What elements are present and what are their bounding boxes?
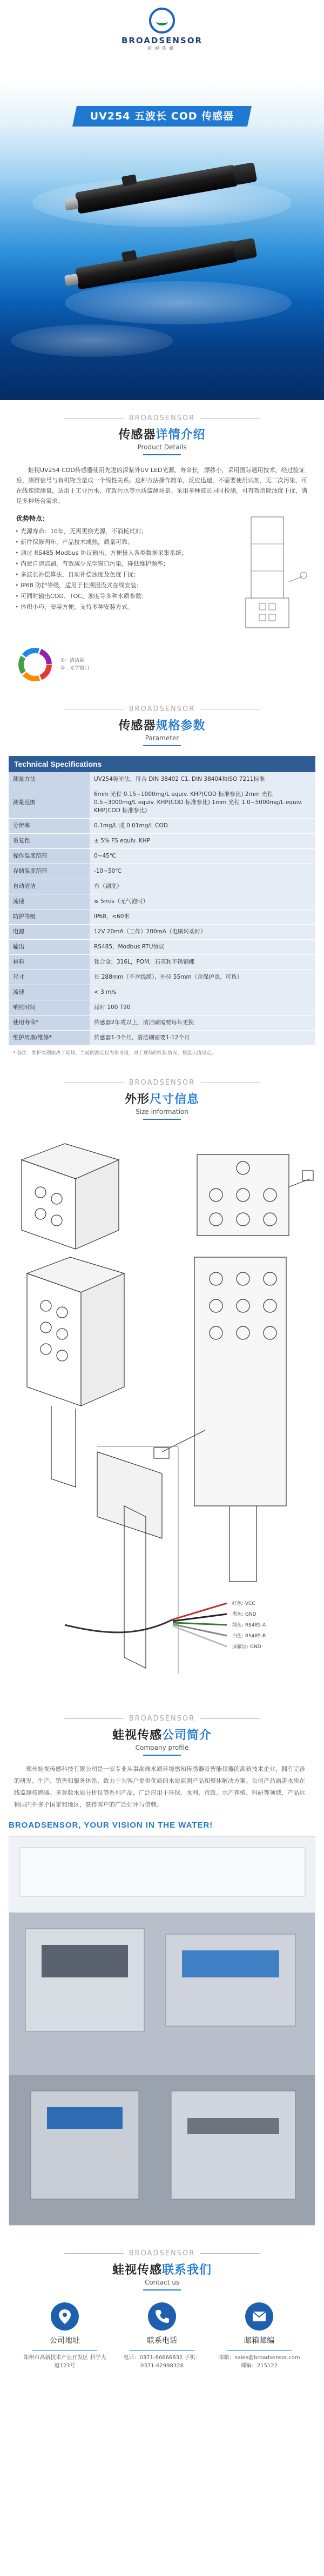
- phone-icon: [148, 2302, 176, 2331]
- spec-value: 传感器2年或以上，清洁刷需要每年更换: [90, 1015, 315, 1031]
- table-row: [9, 909, 315, 925]
- spec-key: 分辨率: [9, 819, 90, 834]
- table-row: [9, 970, 315, 985]
- probe-cap: [233, 238, 258, 261]
- section-header: [0, 1711, 324, 1756]
- parameters-section: [0, 683, 324, 1057]
- brand-logo[interactable]: [0, 8, 324, 51]
- spec-value: 6mm 光程 0.15~1000mg/L equiv. KHP(COD 标准参比) 2mm 光程 0.5~3000mg/L equiv. KHP(COD 标准参比) 1mm 光程 1.0~5000mg/L equiv. KHP(COD 标准参比): [90, 787, 315, 819]
- spec-key: 自动清洁: [9, 879, 90, 894]
- list-item: • 光源寿命：10年，无需更换光源，不消耗试剂；: [21, 526, 205, 537]
- water-splash: [11, 324, 173, 357]
- contact-label: 联系电话: [147, 2336, 177, 2345]
- spec-value: IP68，<60米: [90, 909, 315, 925]
- probe-cap: [233, 162, 258, 185]
- contact-value[interactable]: 电话：0371-86666832 手机：0371-62998328: [123, 2355, 201, 2369]
- product-title-bar: [72, 106, 252, 127]
- section-subtitle: Contact us: [144, 2279, 180, 2286]
- company-section: [0, 1711, 324, 2226]
- mail-icon: [245, 2302, 273, 2331]
- section-title: 外形尺寸信息: [124, 1093, 200, 1106]
- spec-value: 届时 100 T90: [90, 1000, 315, 1015]
- spec-value: 钛合金，316L，POM，石英和不锈钢螺: [90, 955, 315, 970]
- logo-text: BROADSENSOR: [121, 36, 203, 45]
- wire-label: 白色: RS485-B: [232, 1634, 266, 1639]
- spec-value: 12V 20mA（工作）200mA（电刷转动时）: [90, 925, 315, 940]
- section-title: 传感器详情介绍: [118, 428, 206, 442]
- logo-eye-icon: [149, 8, 175, 34]
- spec-value: -10~50℃: [90, 864, 315, 879]
- spec-table-wrap: [9, 756, 315, 1046]
- section-brand: BROADSENSOR: [129, 1079, 195, 1087]
- table-row: [9, 834, 315, 849]
- list-item: • 体积小巧，安装方便，支持多种安装方式。: [21, 602, 205, 613]
- spec-value: < 3 m/s: [90, 985, 315, 1000]
- table-row: [9, 894, 315, 909]
- product-details-section: [0, 400, 324, 683]
- section-header: [0, 2226, 324, 2290]
- table-row: [9, 864, 315, 879]
- section-title: 蛙视传感联系我们: [112, 2263, 212, 2277]
- contact-value[interactable]: 邮箱：sales@broadsensor.com 邮编：215122: [218, 2355, 300, 2369]
- company-description: 郑州蛙视传感科技有限公司是一家专业从事高端水质环境感知传感器及智能仪器的高新技术企业，拥有完善的研发、生产、销售和服务体系，致力于为客户提供优质的水质监测产品和整体解决方案。公司产品涵盖水质在线监测传感器、多参数水质分析仪等系列产品，广泛应用于环保、水利、市政、水产养殖、科研等领域，产品远销国内外多个国家和地区，获得客户的广泛好评与信赖。: [14, 1765, 305, 1808]
- table-row: [9, 819, 315, 834]
- spec-key: 存储温度范围: [9, 864, 90, 879]
- spec-table: [9, 772, 315, 1046]
- divider: [143, 1119, 181, 1120]
- wire-label: 屏蔽层: GND: [232, 1644, 261, 1650]
- spec-key: 尺寸: [9, 970, 90, 985]
- spec-key: 流速: [9, 894, 90, 909]
- contact-label: 邮箱邮编: [244, 2336, 274, 2345]
- spec-key: 输出: [9, 940, 90, 955]
- sensor-diagram: [221, 506, 313, 638]
- factory-photo: [9, 1836, 315, 2226]
- color-ring-icon: [16, 646, 54, 683]
- sensor-schematic-drawing: [221, 512, 313, 636]
- section-header: [0, 1057, 324, 1120]
- probe-clip: [122, 174, 137, 186]
- list-item: • 多波长补偿算法，自动补偿浊度及色度干扰；: [21, 569, 205, 580]
- logo-subtext: 蛙视传感: [148, 46, 176, 51]
- diagram-note: ②：光学窗口: [60, 666, 90, 671]
- contact-card-email: [216, 2302, 302, 2370]
- spec-value: 长 288mm（不含线缆），外径 55mm（含保护罩，可选）: [90, 970, 315, 985]
- spec-key: 重复性: [9, 834, 90, 849]
- company-slogan: BROADSENSOR, YOUR VISION IN THE WATER!: [9, 1821, 213, 1830]
- list-item: • 内置自清洁刷，有效减少光学窗口污染，降低维护频率；: [21, 559, 205, 569]
- table-row: [9, 772, 315, 787]
- product-description: 蛙视UV254 COD传感器使用先进的深紫外UV LED光源，寿命长，漂移小，采用国际通用技术，经过验证后，测得信号与有机物含量成一个线性关系。这种方法操作简单，反应迅速，不需要使用试剂，无二次污染，可在线连续测量，适用于工业污水、市政污水等水质监测场景。采用多种波长同时检测，可有效消除浊度干扰，满足多种场合需求。: [16, 467, 307, 504]
- spec-value: 有（刷洗）: [90, 879, 315, 894]
- diagram-note: ①：清洁刷: [60, 658, 85, 663]
- contact-value[interactable]: 郑州市高新技术产业开发区 科学大道123号: [23, 2355, 106, 2369]
- probe-clip: [122, 250, 137, 262]
- section-subtitle: Company profile: [135, 1744, 189, 1751]
- water-splash: [65, 281, 292, 324]
- section-brand: BROADSENSOR: [129, 2249, 195, 2258]
- table-row: [9, 787, 315, 819]
- table-row: [9, 879, 315, 894]
- section-subtitle: Product Details: [137, 443, 187, 451]
- spec-table-title: Technical Specifications: [9, 756, 315, 772]
- section-subtitle: Size information: [136, 1108, 188, 1116]
- probe-tip: [64, 274, 79, 287]
- spec-key: 测量方法: [9, 772, 90, 787]
- product-title: UV254 五波长 COD 传感器: [90, 110, 234, 122]
- wire-label: 绿色: RS485-A: [232, 1623, 266, 1628]
- contact-card-phone: [119, 2302, 205, 2370]
- divider: [32, 2350, 97, 2351]
- contact-card-address: [22, 2302, 108, 2370]
- spec-key: 防护等级: [9, 909, 90, 925]
- wire-label: 黑色: GND: [232, 1612, 256, 1617]
- table-row: [9, 1031, 315, 1046]
- table-row: [9, 940, 315, 955]
- list-item: • 新件保修两年，产品技术成熟，质量可靠；: [21, 537, 205, 548]
- location-icon: [51, 2302, 79, 2331]
- spec-key: 测量范围: [9, 787, 90, 819]
- contact-cards: [0, 2290, 324, 2370]
- table-row: [9, 985, 315, 1000]
- factory-illustration: [9, 1837, 315, 2226]
- spec-key: 维护周期/维修*: [9, 1031, 90, 1046]
- divider: [130, 2350, 194, 2351]
- spec-value: 传感器1-3个月，清洁刷需要1-12个月: [90, 1031, 315, 1046]
- spec-value: ≤ 5m/s（无气泡时）: [90, 894, 315, 909]
- dimension-drawings: [0, 1127, 324, 1711]
- section-brand: BROADSENSOR: [129, 414, 195, 422]
- advantages-title: 优势特点：: [16, 515, 49, 522]
- table-row: [9, 925, 315, 940]
- spec-note: * 备注：维护周期取决于现场，当前的测定仅为参考值，对于现场的实际情况，按最大值设定。: [13, 1051, 217, 1056]
- spec-key: 流速: [9, 985, 90, 1000]
- section-subtitle: Parameter: [145, 734, 179, 742]
- section-title: 蛙视传感公司简介: [112, 1729, 212, 1742]
- spec-value: 0.1mg/L 或 0.01mg/L COD: [90, 819, 315, 834]
- size-section: [0, 1057, 324, 1711]
- spec-key: 电源: [9, 925, 90, 940]
- table-row: [9, 1015, 315, 1031]
- list-item: • 可同时输出COD、TOC、浊度等多种水质参数；: [21, 591, 205, 602]
- section-brand: BROADSENSOR: [129, 1715, 195, 1723]
- contact-section: [0, 2226, 324, 2392]
- spec-key: 材料: [9, 955, 90, 970]
- spec-value: UV254吸光法，符合 DIN 38402 C1, DIN 38404和ISO 7211标准: [90, 772, 315, 787]
- list-item: • 通过 RS485 Modbus 协议输出，方便接入各类数据采集系统；: [21, 548, 205, 559]
- section-brand: BROADSENSOR: [129, 705, 195, 713]
- divider: [227, 2350, 292, 2351]
- wire-label: 红色: VCC: [232, 1601, 255, 1606]
- spec-value: 0~45℃: [90, 849, 315, 864]
- section-header: [0, 400, 324, 455]
- spec-key: 响应时间: [9, 1000, 90, 1015]
- hero-banner: [0, 0, 324, 400]
- probe-tip: [64, 198, 79, 211]
- table-row: [9, 1000, 315, 1015]
- section-title: 传感器规格参数: [118, 719, 206, 733]
- contact-label: 公司地址: [50, 2336, 80, 2345]
- spec-key: 使用寿命*: [9, 1015, 90, 1031]
- list-item: • IP68 防护等级，适用于长期浸没式在线安装；: [21, 580, 205, 591]
- section-header: [0, 683, 324, 746]
- spec-value: ± 5% FS equiv. KHP: [90, 834, 315, 849]
- advantages-list: [0, 526, 221, 613]
- table-row: [9, 955, 315, 970]
- spec-value: RS485，Modbus RTU协议: [90, 940, 315, 955]
- spec-key: 操作温度范围: [9, 849, 90, 864]
- table-row: [9, 849, 315, 864]
- divider: [143, 745, 181, 746]
